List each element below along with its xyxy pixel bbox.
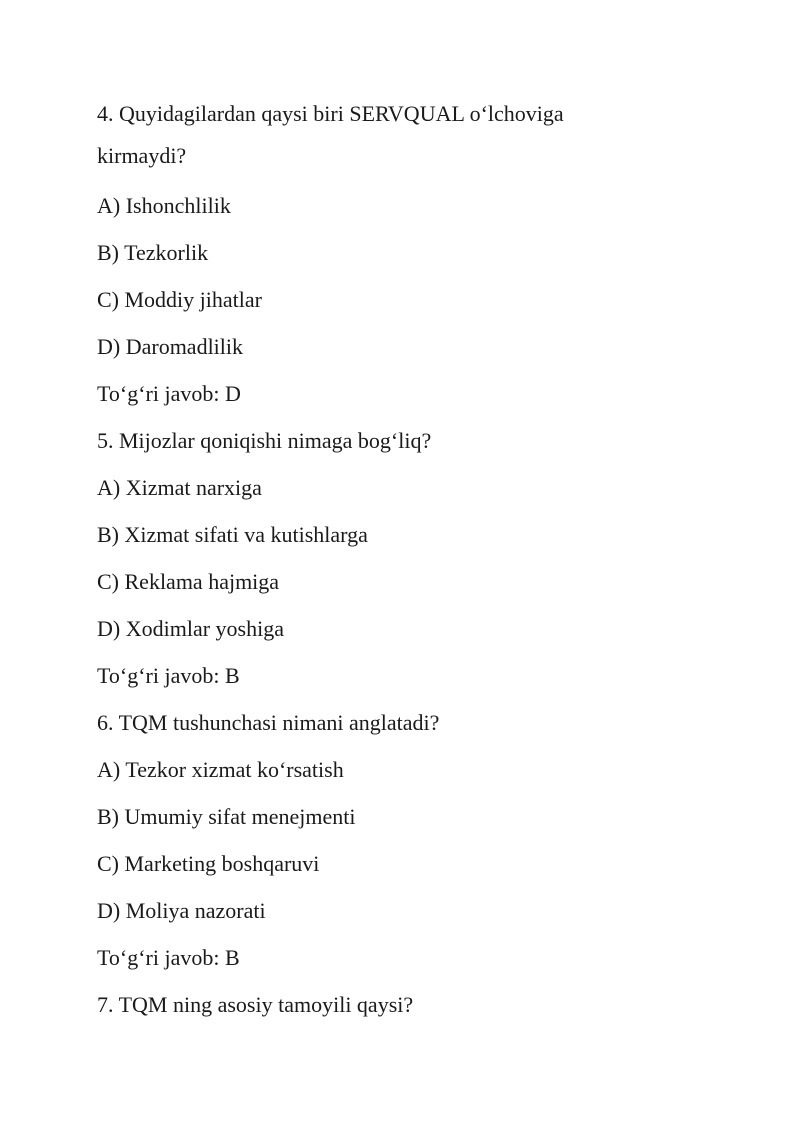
correct-answer: To‘g‘ri javob: B	[97, 945, 240, 970]
correct-answer: To‘g‘ri javob: B	[97, 663, 240, 688]
option-d: D) Moliya nazorati	[97, 898, 266, 923]
option-c: C) Moddiy jihatlar	[97, 287, 262, 312]
question-text: 4. Quyidagilardan qaysi biri SERVQUAL o‘lchoviga kirmaydi?	[97, 101, 564, 168]
option-c: C) Marketing boshqaruvi	[97, 851, 320, 876]
quiz-content	[97, 93, 717, 1028]
option-a: A) Xizmat narxiga	[97, 475, 262, 500]
question-text: 7. TQM ning asosiy tamoyili qaysi?	[97, 992, 414, 1017]
option-a: A) Ishonchlilik	[97, 193, 231, 218]
correct-answer: To‘g‘ri javob: D	[97, 381, 241, 406]
question-text: 6. TQM tushunchasi nimani anglatadi?	[97, 710, 440, 735]
option-d: D) Daromadlilik	[97, 334, 244, 359]
option-b: B) Xizmat sifati va kutishlarga	[97, 522, 368, 547]
option-d: D) Xodimlar yoshiga	[97, 616, 284, 641]
option-b: B) Tezkorlik	[97, 240, 209, 265]
option-c: C) Reklama hajmiga	[97, 569, 280, 594]
option-a: A) Tezkor xizmat ko‘rsatish	[97, 757, 344, 782]
option-b: B) Umumiy sifat menejmenti	[97, 804, 356, 829]
question-text: 5. Mijozlar qoniqishi nimaga bog‘liq?	[97, 428, 432, 453]
